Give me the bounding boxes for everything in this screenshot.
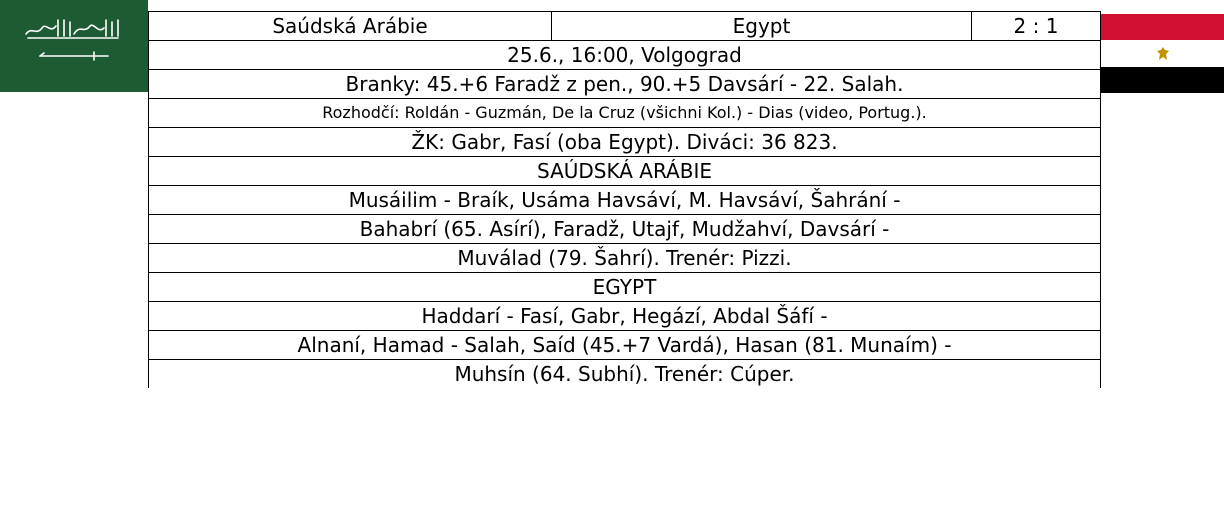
away-team-name: Egypt	[552, 12, 972, 41]
referees: Rozhodčí: Roldán - Guzmán, De la Cruz (všichni Kol.) - Dias (video, Portug.).	[149, 99, 1101, 128]
eagle-of-saladin-icon	[1156, 46, 1170, 61]
referees-row	[149, 99, 1101, 128]
flag-red-band	[1101, 14, 1224, 40]
home-team-name: Saúdská Arábie	[149, 12, 552, 41]
home-lineup-title-row	[149, 157, 1101, 186]
away-lineup-title-row	[149, 273, 1101, 302]
egypt-flag	[1101, 14, 1224, 93]
home-lineup-row	[149, 215, 1101, 244]
away-lineup-row	[149, 360, 1101, 389]
away-lineup-line: Alnaní, Hamad - Salah, Saíd (45.+7 Vardá), Hasan (81. Munaím) -	[149, 331, 1101, 360]
home-lineup-line: Musáilim - Braík, Usáma Havsáví, M. Havsáví, Šahrání -	[149, 186, 1101, 215]
away-lineup-line: Haddarí - Fasí, Gabr, Hegází, Abdal Šáfí -	[149, 302, 1101, 331]
home-lineup-row	[149, 186, 1101, 215]
home-lineup-row	[149, 244, 1101, 273]
away-lineup-row	[149, 302, 1101, 331]
away-lineup-row	[149, 331, 1101, 360]
final-score: 2 : 1	[972, 12, 1101, 41]
home-lineup-title: SAÚDSKÁ ARÁBIE	[149, 157, 1101, 186]
away-lineup-line: Muhsín (64. Subhí). Trenér: Cúper.	[149, 360, 1101, 389]
date-venue-row	[149, 41, 1101, 70]
sword-icon	[38, 50, 110, 62]
goals-row	[149, 70, 1101, 99]
match-report-table	[148, 11, 1101, 388]
home-lineup-line: Muválad (79. Šahrí). Trenér: Pizzi.	[149, 244, 1101, 273]
away-lineup-title: EGYPT	[149, 273, 1101, 302]
cards-attendance-row	[149, 128, 1101, 157]
teams-row	[149, 12, 1101, 41]
date-venue: 25.6., 16:00, Volgograd	[149, 41, 1101, 70]
saudi-arabia-flag	[0, 0, 148, 92]
goals: Branky: 45.+6 Faradž z pen., 90.+5 Davsárí - 22. Salah.	[149, 70, 1101, 99]
shahada-script-icon	[22, 16, 124, 40]
home-lineup-line: Bahabrí (65. Asírí), Faradž, Utajf, Mudžahví, Davsárí -	[149, 215, 1101, 244]
flag-black-band	[1101, 67, 1224, 93]
cards-attendance: ŽK: Gabr, Fasí (oba Egypt). Diváci: 36 823.	[149, 128, 1101, 157]
